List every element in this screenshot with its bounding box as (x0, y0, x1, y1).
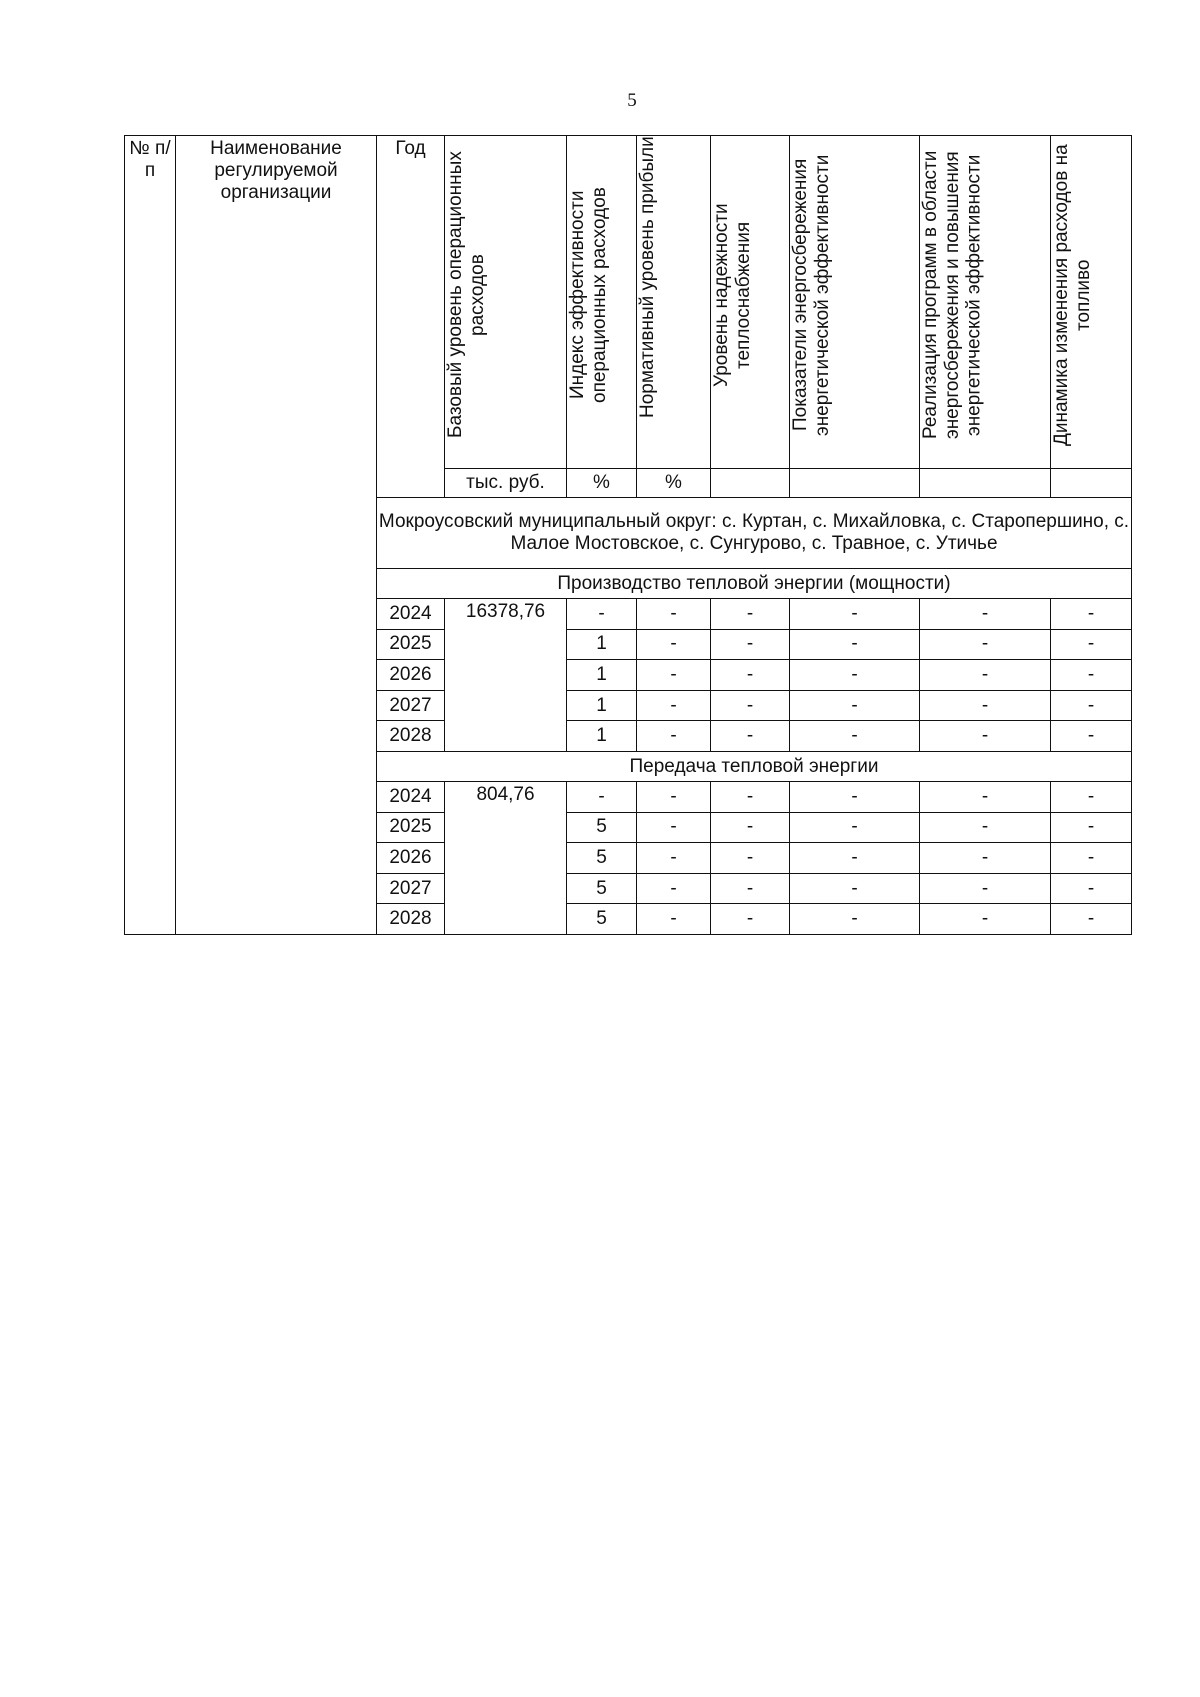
energy-ind-cell: - (790, 690, 920, 721)
header-base-text: Базовый уровень операционных расходов (445, 151, 488, 439)
programs-cell: - (920, 904, 1051, 935)
fuel-cell: - (1051, 843, 1132, 874)
profit-cell: - (637, 873, 711, 904)
profit-cell: - (637, 781, 711, 812)
header-fuel-text: Динамика изменения расходов на топливо (1051, 144, 1094, 446)
fuel-cell: - (1051, 599, 1132, 630)
header-reliability (711, 136, 790, 469)
reliability-cell: - (711, 690, 790, 721)
fuel-cell: - (1051, 660, 1132, 691)
index-cell: - (567, 599, 637, 630)
profit-cell: - (637, 599, 711, 630)
energy-ind-cell: - (790, 599, 920, 630)
page-number: 5 (627, 90, 637, 111)
section-title: Производство тепловой энергии (мощности) (377, 569, 1132, 599)
header-profit (637, 136, 711, 469)
profit-cell: - (637, 690, 711, 721)
header-index-text: Индекс эффективности операционных расходов (567, 187, 610, 403)
fuel-cell: - (1051, 781, 1132, 812)
base-value-cell: 804,76 (445, 781, 567, 934)
year-cell: 2027 (377, 690, 445, 721)
section-title: Передача тепловой энергии (377, 751, 1132, 781)
year-cell: 2025 (377, 812, 445, 843)
index-cell: 1 (567, 629, 637, 660)
energy-ind-cell: - (790, 843, 920, 874)
reliability-cell: - (711, 781, 790, 812)
year-cell: 2024 (377, 781, 445, 812)
reliability-cell: - (711, 873, 790, 904)
programs-cell: - (920, 812, 1051, 843)
profit-cell: - (637, 843, 711, 874)
header-year: Год (377, 136, 445, 498)
header-row (125, 136, 1132, 469)
year-cell: 2024 (377, 599, 445, 630)
header-energy-indicators-text: Показатели энергосбережения энергетической эффективности (790, 154, 833, 436)
header-reliability-text: Уровень надежности теплоснабжения (711, 203, 754, 387)
energy-ind-cell: - (790, 904, 920, 935)
programs-cell: - (920, 690, 1051, 721)
reliability-cell: - (711, 629, 790, 660)
fuel-cell: - (1051, 629, 1132, 660)
year-cell: 2028 (377, 904, 445, 935)
header-fuel (1051, 136, 1132, 469)
fuel-cell: - (1051, 812, 1132, 843)
unit-profit: % (637, 469, 711, 498)
fuel-cell: - (1051, 873, 1132, 904)
profit-cell: - (637, 660, 711, 691)
programs-cell: - (920, 843, 1051, 874)
year-cell: 2025 (377, 629, 445, 660)
energy-ind-cell: - (790, 660, 920, 691)
header-programs-text: Реализация программ в области энергосбережения и повышения энергетической эффективности (920, 150, 985, 440)
unit-reliability (711, 469, 790, 498)
header-org: Наименование регулируемой организации (176, 136, 377, 935)
reliability-cell: - (711, 599, 790, 630)
year-cell: 2027 (377, 873, 445, 904)
programs-cell: - (920, 781, 1051, 812)
base-value-cell: 16378,76 (445, 599, 567, 752)
region-title: Мокроусовский муниципальный округ: с. Куртан, с. Михайловка, с. Старопершино, с. Малое Мостовское, с. Сунгурово, с. Травное, с. Утичье (377, 498, 1132, 569)
programs-cell: - (920, 599, 1051, 630)
year-cell: 2026 (377, 843, 445, 874)
energy-ind-cell: - (790, 781, 920, 812)
unit-programs (920, 469, 1051, 498)
header-index (567, 136, 637, 469)
index-cell: 5 (567, 904, 637, 935)
energy-ind-cell: - (790, 873, 920, 904)
fuel-cell: - (1051, 690, 1132, 721)
year-cell: 2028 (377, 721, 445, 752)
header-base (445, 136, 567, 469)
energy-ind-cell: - (790, 812, 920, 843)
profit-cell: - (637, 812, 711, 843)
energy-ind-cell: - (790, 721, 920, 752)
index-cell: 5 (567, 873, 637, 904)
index-cell: - (567, 781, 637, 812)
programs-cell: - (920, 721, 1051, 752)
energy-ind-cell: - (790, 629, 920, 660)
fuel-cell: - (1051, 721, 1132, 752)
unit-fuel (1051, 469, 1132, 498)
header-profit-text: Нормативный уровень прибыли (637, 136, 658, 418)
year-cell: 2026 (377, 660, 445, 691)
programs-cell: - (920, 660, 1051, 691)
unit-index: % (567, 469, 637, 498)
unit-base: тыс. руб. (445, 469, 567, 498)
index-cell: 1 (567, 721, 637, 752)
unit-energy-indicators (790, 469, 920, 498)
header-num: № п/п (125, 136, 176, 935)
fuel-cell: - (1051, 904, 1132, 935)
header-programs (920, 136, 1051, 469)
profit-cell: - (637, 629, 711, 660)
reliability-cell: - (711, 660, 790, 691)
reliability-cell: - (711, 904, 790, 935)
profit-cell: - (637, 721, 711, 752)
programs-cell: - (920, 873, 1051, 904)
reliability-cell: - (711, 721, 790, 752)
reliability-cell: - (711, 843, 790, 874)
index-cell: 5 (567, 843, 637, 874)
profit-cell: - (637, 904, 711, 935)
index-cell: 1 (567, 690, 637, 721)
reliability-cell: - (711, 812, 790, 843)
header-energy-indicators (790, 136, 920, 469)
indicators-table (124, 135, 1132, 935)
index-cell: 5 (567, 812, 637, 843)
index-cell: 1 (567, 660, 637, 691)
programs-cell: - (920, 629, 1051, 660)
